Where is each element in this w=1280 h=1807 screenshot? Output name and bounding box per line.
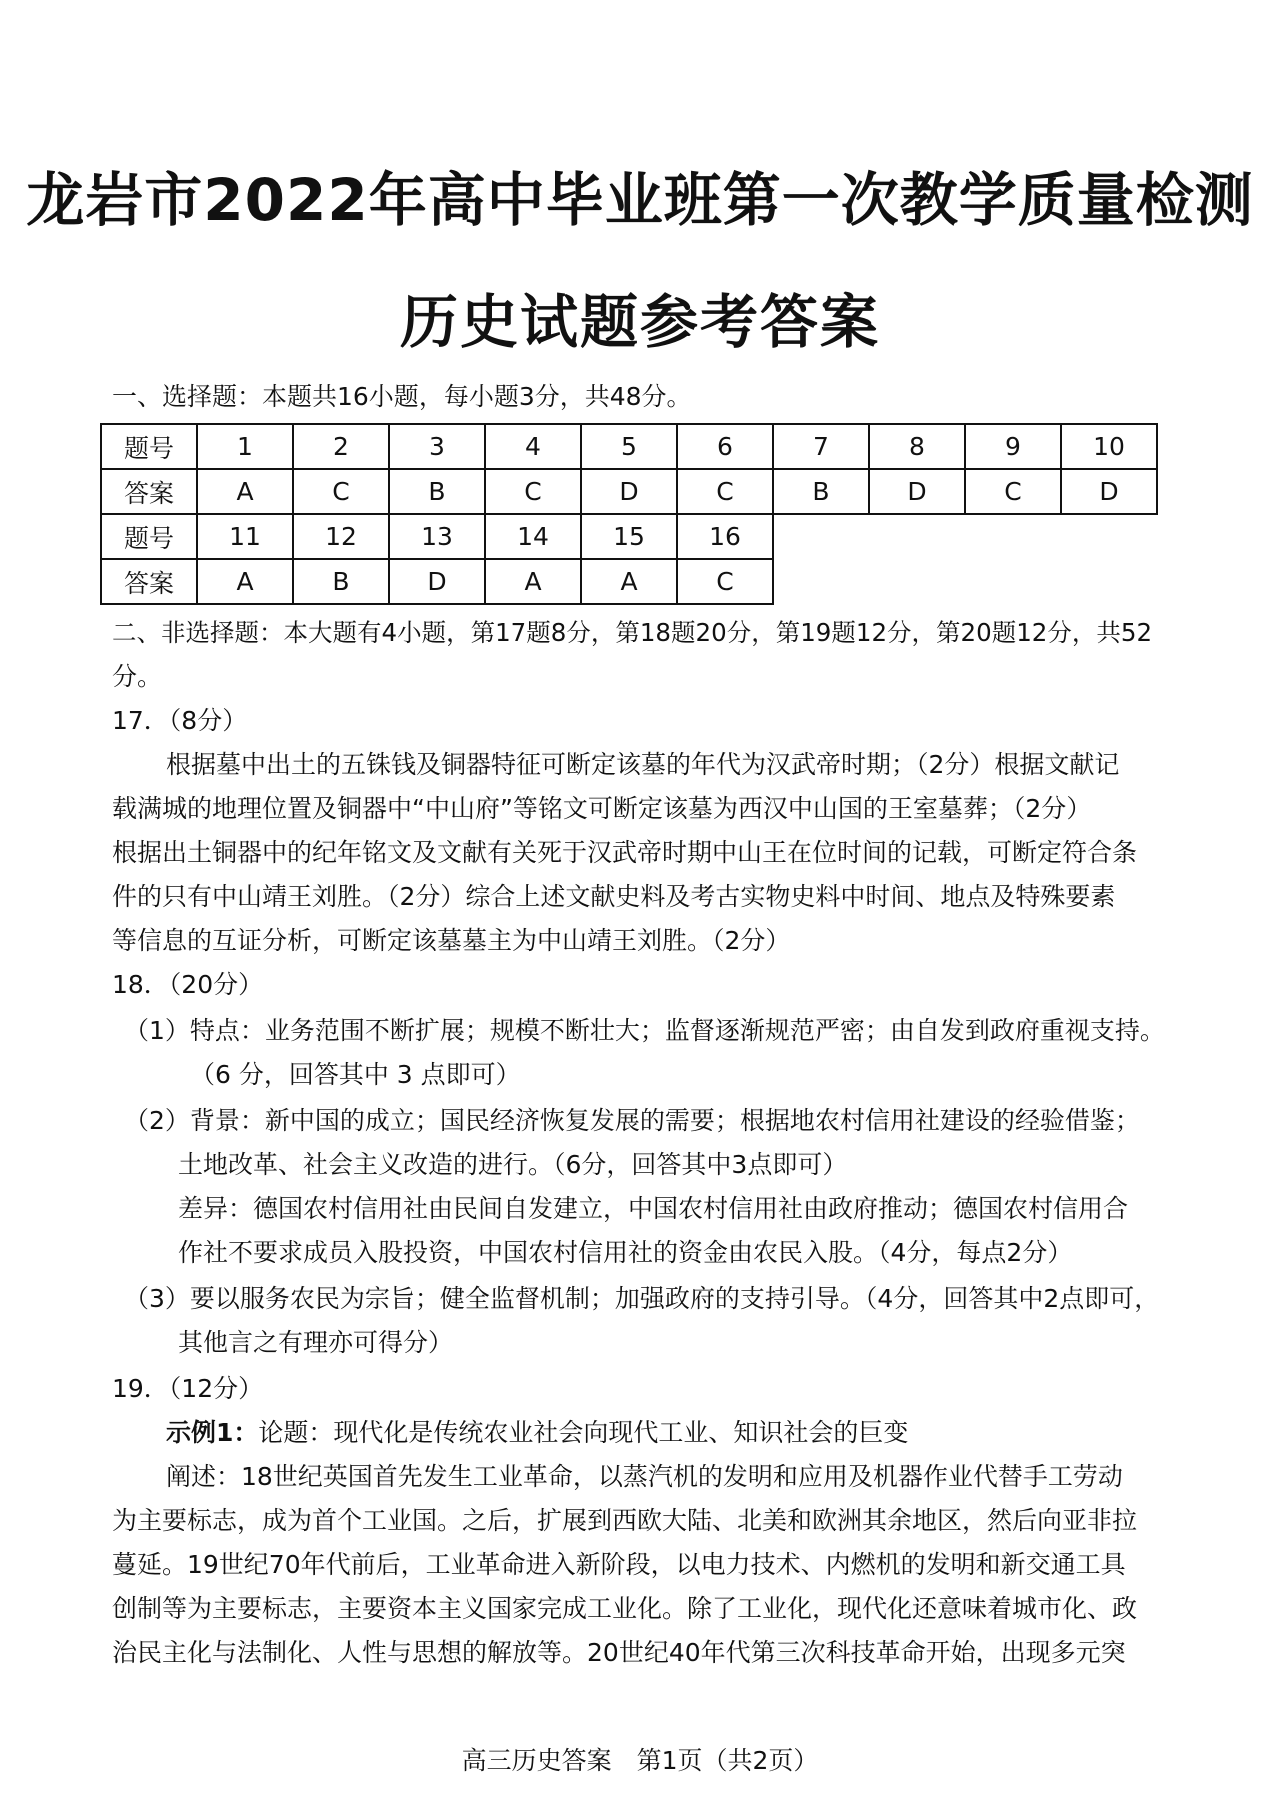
q17-line: 根据出土铜器中的纪年铭文及文献有关死于汉武帝时期中山王在位时间的记载，可断定符合条: [112, 838, 1138, 867]
q19-example-topic: 论题：现代化是传统农业社会向现代工业、知识社会的巨变: [258, 1418, 909, 1447]
question-number: 3: [389, 424, 485, 469]
table-row: [101, 514, 1157, 559]
empty-cell: [965, 514, 1061, 559]
section1-heading: 一、选择题：本题共16小题，每小题3分，共48分。: [112, 382, 692, 411]
q18-part1-cont: （6 分，回答其中 3 点即可）: [190, 1060, 521, 1089]
q18-part2-diff: 差异：德国农村信用社由民间自发建立，中国农村信用社由政府推动；德国农村信用合: [178, 1194, 1129, 1223]
q19-line: 阐述：18世纪英国首先发生工业革命，以蒸汽机的发明和应用及机器作业代替手工劳动: [166, 1462, 1123, 1491]
empty-cell: [1061, 559, 1157, 604]
answer-cell: A: [197, 469, 293, 514]
answer-cell: C: [965, 469, 1061, 514]
row-label-question: 题号: [101, 424, 197, 469]
question-number: 4: [485, 424, 581, 469]
q18-part2: （2）背景：新中国的成立；国民经济恢复发展的需要；根据地农村信用社建设的经验借鉴；: [124, 1106, 1140, 1135]
empty-cell: [965, 559, 1061, 604]
answer-cell: B: [293, 559, 389, 604]
empty-cell: [773, 559, 869, 604]
q19-line: 治民主化与法制化、人性与思想的解放等。20世纪40年代第三次科技革命开始，出现多元突: [112, 1638, 1126, 1667]
question-number: 9: [965, 424, 1061, 469]
question-number: 15: [581, 514, 677, 559]
q19-example: [166, 1416, 908, 1450]
question-number: 13: [389, 514, 485, 559]
answer-cell: D: [869, 469, 965, 514]
question-number: 6: [677, 424, 773, 469]
question-number: 2: [293, 424, 389, 469]
q18-part1: （1）特点：业务范围不断扩展；规模不断壮大；监督逐渐规范严密；由自发到政府重视支持。: [124, 1016, 1165, 1045]
question-number: 14: [485, 514, 581, 559]
q19-line: 为主要标志，成为首个工业国。之后，扩展到西欧大陆、北美和欧洲其余地区，然后向亚非拉: [112, 1506, 1138, 1535]
question-number: 7: [773, 424, 869, 469]
answer-cell: B: [389, 469, 485, 514]
empty-cell: [773, 514, 869, 559]
page-footer: 高三历史答案 第1页（共2页）: [461, 1746, 819, 1775]
answer-cell: B: [773, 469, 869, 514]
q19-line: 创制等为主要标志，主要资本主义国家完成工业化。除了工业化，现代化还意味着城市化、政: [112, 1594, 1138, 1623]
answer-cell: C: [485, 469, 581, 514]
empty-cell: [869, 559, 965, 604]
exam-title: 龙岩市2022年高中毕业班第一次教学质量检测: [26, 166, 1254, 234]
answer-cell: D: [1061, 469, 1157, 514]
row-label-answer: 答案: [101, 469, 197, 514]
empty-cell: [1061, 514, 1157, 559]
table-row: [101, 424, 1157, 469]
choice-answer-table: [100, 423, 1158, 605]
q18-part3-cont: 其他言之有理亦可得分）: [178, 1328, 454, 1357]
answer-cell: D: [581, 469, 677, 514]
table-row: [101, 469, 1157, 514]
q17-line: 等信息的互证分析，可断定该墓墓主为中山靖王刘胜。（2分）: [112, 926, 791, 955]
answer-cell: C: [677, 469, 773, 514]
table-row: [101, 559, 1157, 604]
q19-line: 蔓延。19世纪70年代前后，工业革命进入新阶段，以电力技术、内燃机的发明和新交通工具: [112, 1550, 1126, 1579]
section2-heading-cont: 分。: [112, 662, 163, 691]
answer-cell: D: [389, 559, 485, 604]
q18-part2-diff-cont: 作社不要求成员入股投资，中国农村信用社的资金由农民入股。（4分，每点2分）: [178, 1238, 1073, 1267]
q18-part2-cont: 土地改革、社会主义改造的进行。（6分，回答其中3点即可）: [178, 1150, 848, 1179]
question-number: 12: [293, 514, 389, 559]
q17-line: 根据墓中出土的五铢钱及铜器特征可断定该墓的年代为汉武帝时期；（2分）根据文献记: [166, 750, 1120, 779]
exam-subtitle: 历史试题参考答案: [399, 288, 880, 356]
answer-cell: C: [293, 469, 389, 514]
q17-line: 载满城的地理位置及铜器中“中山府”等铭文可断定该墓为西汉中山国的王室墓葬；（2分）: [112, 794, 1092, 823]
empty-cell: [869, 514, 965, 559]
row-label-question: 题号: [101, 514, 197, 559]
q18-header: 18．（20分）: [112, 970, 264, 999]
section2-heading: 二、非选择题：本大题有4小题，第17题8分，第18题20分，第19题12分，第20题12分，共52: [112, 618, 1153, 647]
q19-example-label: 示例1：: [166, 1418, 259, 1447]
question-number: 1: [197, 424, 293, 469]
question-number: 16: [677, 514, 773, 559]
q17-header: 17．（8分）: [112, 706, 248, 735]
answer-cell: C: [677, 559, 773, 604]
question-number: 5: [581, 424, 677, 469]
answer-cell: A: [485, 559, 581, 604]
answer-cell: A: [581, 559, 677, 604]
question-number: 10: [1061, 424, 1157, 469]
q18-part3: （3）要以服务农民为宗旨；健全监督机制；加强政府的支持引导。（4分，回答其中2点即可，: [124, 1284, 1160, 1313]
row-label-answer: 答案: [101, 559, 197, 604]
q19-header: 19．（12分）: [112, 1374, 264, 1403]
q17-line: 件的只有中山靖王刘胜。（2分）综合上述文献史料及考古实物史料中时间、地点及特殊要素: [112, 882, 1116, 911]
question-number: 8: [869, 424, 965, 469]
answer-cell: A: [197, 559, 293, 604]
question-number: 11: [197, 514, 293, 559]
